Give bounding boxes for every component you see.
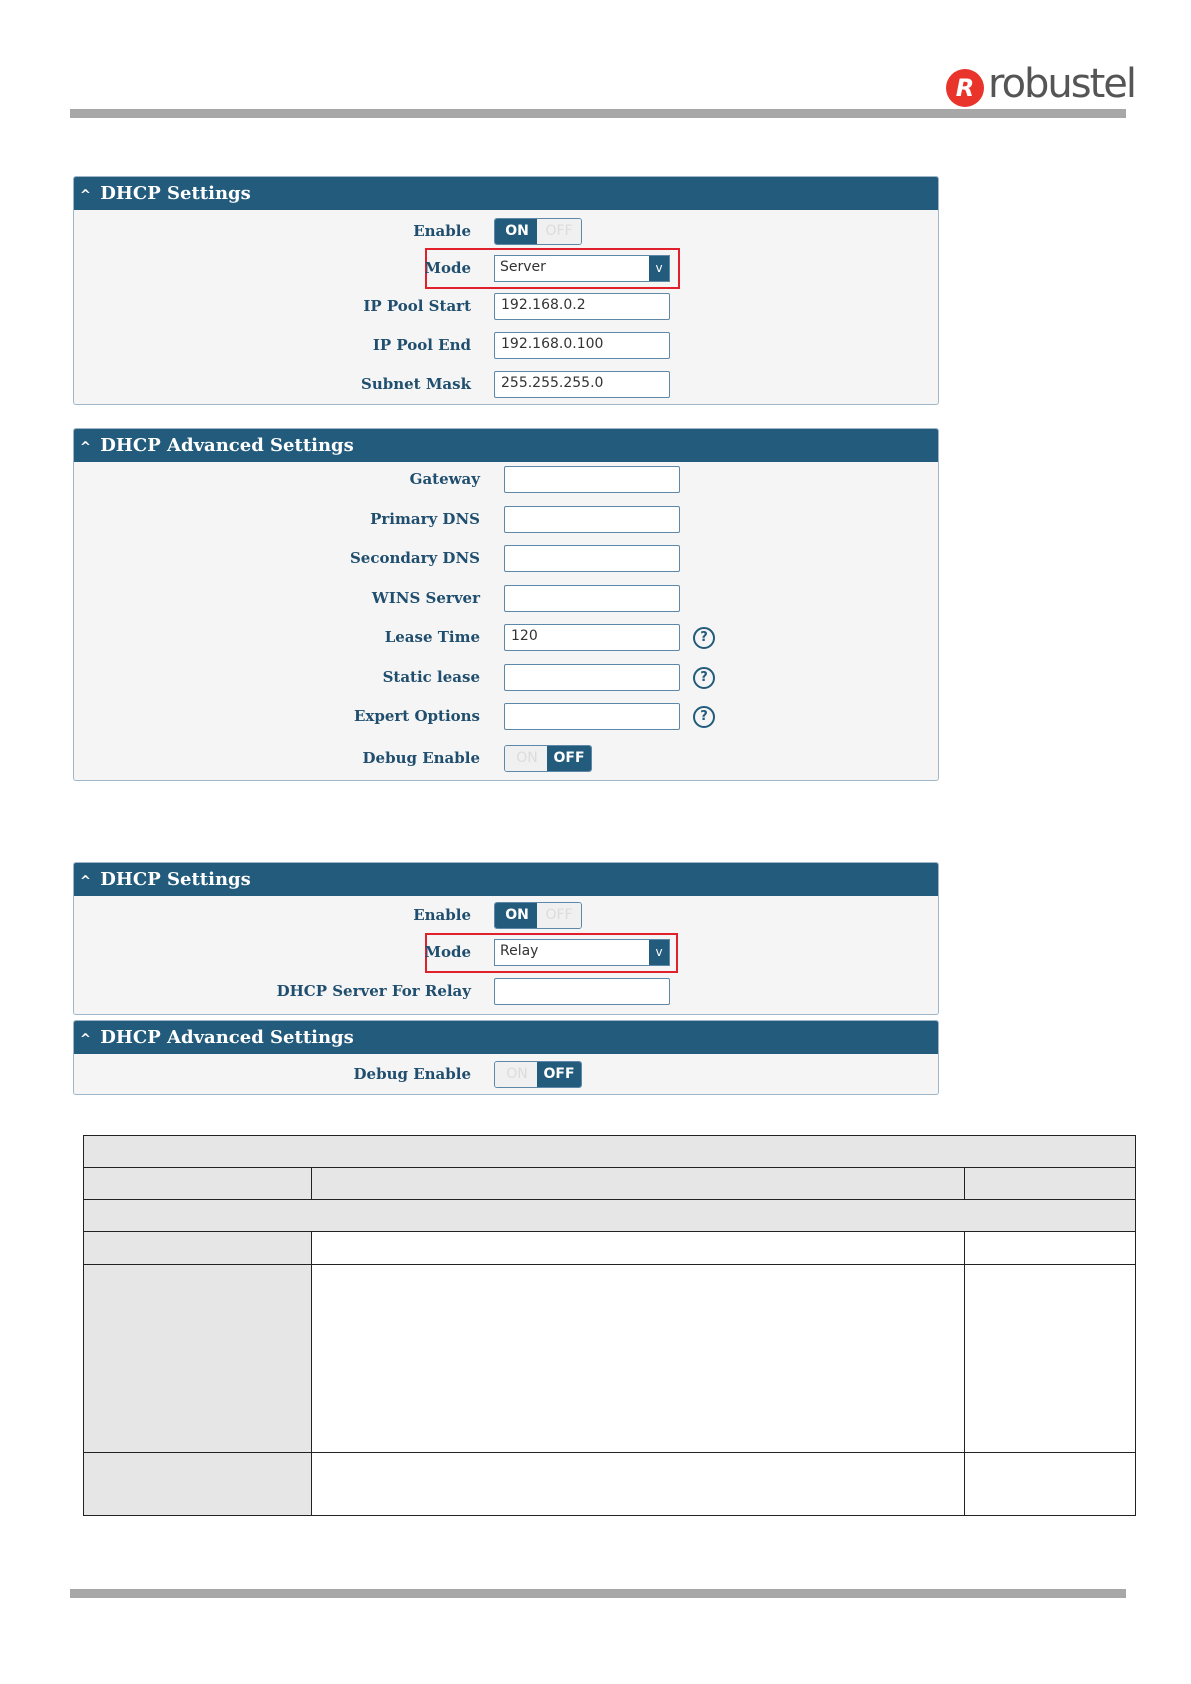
enable-toggle[interactable]: [494, 218, 582, 245]
expert-options-label: Expert Options: [354, 707, 480, 725]
expert-options-row: [74, 703, 938, 731]
chevron-down-icon[interactable]: v: [649, 256, 669, 281]
enable-toggle-on[interactable]: ON: [495, 219, 539, 244]
relay-mode-row: [74, 939, 938, 967]
relay-server-input[interactable]: [494, 978, 670, 1005]
chevron-up-icon: ^: [80, 440, 91, 455]
table-cell: [965, 1232, 1136, 1265]
dhcp-settings-relay-header[interactable]: [74, 863, 938, 896]
table-cell: [84, 1265, 312, 1453]
table-cell: [965, 1265, 1136, 1453]
ip-pool-start-row: [74, 293, 938, 321]
table-row: [84, 1200, 1136, 1232]
relay-debug-enable-toggle[interactable]: [494, 1061, 582, 1088]
table-row: [84, 1136, 1136, 1168]
static-lease-input[interactable]: [504, 664, 680, 691]
parameter-table: [83, 1135, 1136, 1516]
enable-row: [74, 218, 938, 246]
dhcp-advanced-relay-title: DHCP Advanced Settings: [100, 1027, 354, 1048]
secondary-dns-input[interactable]: [504, 545, 680, 572]
enable-label: Enable: [413, 222, 471, 240]
expert-options-input[interactable]: [504, 703, 680, 730]
relay-debug-enable-label: Debug Enable: [353, 1065, 471, 1083]
dhcp-advanced-relay-panel: [73, 1020, 939, 1095]
table-row: [84, 1168, 1136, 1200]
wins-server-label: WINS Server: [371, 589, 480, 607]
mode-select[interactable]: [494, 255, 670, 282]
debug-enable-label: Debug Enable: [362, 749, 480, 767]
chevron-up-icon: ^: [80, 188, 91, 203]
relay-mode-select[interactable]: [494, 939, 670, 966]
subnet-mask-label: Subnet Mask: [361, 375, 471, 393]
debug-enable-toggle[interactable]: [504, 745, 592, 772]
ip-pool-start-input[interactable]: 192.168.0.2: [494, 293, 670, 320]
question-circle-icon[interactable]: ?: [693, 667, 715, 689]
dhcp-settings-panel: [73, 176, 939, 405]
relay-debug-enable-row: [74, 1061, 938, 1089]
table-row: [84, 1265, 1136, 1453]
relay-enable-toggle-off[interactable]: OFF: [537, 903, 581, 928]
table-header-cell: [312, 1168, 965, 1200]
gateway-row: [74, 466, 938, 494]
debug-enable-toggle-off[interactable]: OFF: [547, 746, 591, 771]
robustel-logo-mark: R: [946, 69, 984, 107]
robustel-logo: [946, 61, 1136, 111]
dhcp-advanced-header[interactable]: [74, 429, 938, 462]
wins-server-input[interactable]: [504, 585, 680, 612]
ip-pool-end-input[interactable]: 192.168.0.100: [494, 332, 670, 359]
table-cell: [312, 1453, 965, 1516]
static-lease-label: Static lease: [382, 668, 480, 686]
table-title-cell: [84, 1136, 1136, 1168]
chevron-down-icon[interactable]: v: [649, 940, 669, 965]
table-header-cell: [84, 1168, 312, 1200]
dhcp-settings-relay-title: DHCP Settings: [100, 869, 251, 890]
relay-enable-label: Enable: [413, 906, 471, 924]
table-cell: [84, 1453, 312, 1516]
subnet-mask-row: [74, 371, 938, 399]
subnet-mask-input[interactable]: 255.255.255.0: [494, 371, 670, 398]
relay-enable-toggle[interactable]: [494, 902, 582, 929]
table-row: [84, 1453, 1136, 1516]
robustel-logo-text: robustel: [988, 61, 1136, 107]
secondary-dns-row: [74, 545, 938, 573]
relay-mode-label: Mode: [424, 943, 471, 961]
relay-enable-row: [74, 902, 938, 930]
table-section-cell: [84, 1200, 1136, 1232]
relay-server-row: [74, 978, 938, 1006]
dhcp-advanced-title: DHCP Advanced Settings: [100, 435, 354, 456]
dhcp-settings-title: DHCP Settings: [100, 183, 251, 204]
question-circle-icon[interactable]: ?: [693, 627, 715, 649]
relay-debug-enable-toggle-off[interactable]: OFF: [537, 1062, 581, 1087]
table-cell: [84, 1232, 312, 1265]
lease-time-label: Lease Time: [384, 628, 480, 646]
lease-time-row: [74, 624, 938, 652]
ip-pool-end-row: [74, 332, 938, 360]
chevron-up-icon: ^: [80, 1032, 91, 1047]
dhcp-advanced-panel: [73, 428, 939, 781]
relay-server-label: DHCP Server For Relay: [276, 982, 471, 1000]
table-row: [84, 1232, 1136, 1265]
dhcp-advanced-relay-header[interactable]: [74, 1021, 938, 1054]
relay-mode-select-value: Relay: [500, 943, 539, 959]
relay-enable-toggle-on[interactable]: ON: [495, 903, 539, 928]
mode-select-value: Server: [500, 259, 546, 275]
static-lease-row: [74, 664, 938, 692]
table-cell: [965, 1453, 1136, 1516]
primary-dns-label: Primary DNS: [370, 510, 480, 528]
primary-dns-row: [74, 506, 938, 534]
mode-label: Mode: [424, 259, 471, 277]
debug-enable-toggle-on[interactable]: ON: [505, 746, 549, 771]
ip-pool-start-label: IP Pool Start: [363, 297, 471, 315]
mode-row: [74, 255, 938, 283]
table-cell: [312, 1232, 965, 1265]
question-circle-icon[interactable]: ?: [693, 706, 715, 728]
dhcp-settings-header[interactable]: [74, 177, 938, 210]
header-rule: [70, 109, 1126, 118]
gateway-label: Gateway: [409, 470, 480, 488]
enable-toggle-off[interactable]: OFF: [537, 219, 581, 244]
primary-dns-input[interactable]: [504, 506, 680, 533]
table-header-cell: [965, 1168, 1136, 1200]
footer-rule: [70, 1589, 1126, 1598]
gateway-input[interactable]: [504, 466, 680, 493]
debug-enable-row: [74, 745, 938, 773]
dhcp-settings-relay-panel: [73, 862, 939, 1015]
table-cell: [312, 1265, 965, 1453]
chevron-up-icon: ^: [80, 874, 91, 889]
wins-server-row: [74, 585, 938, 613]
secondary-dns-label: Secondary DNS: [349, 549, 480, 567]
ip-pool-end-label: IP Pool End: [372, 336, 471, 354]
lease-time-input[interactable]: 120: [504, 624, 680, 651]
relay-debug-enable-toggle-on[interactable]: ON: [495, 1062, 539, 1087]
